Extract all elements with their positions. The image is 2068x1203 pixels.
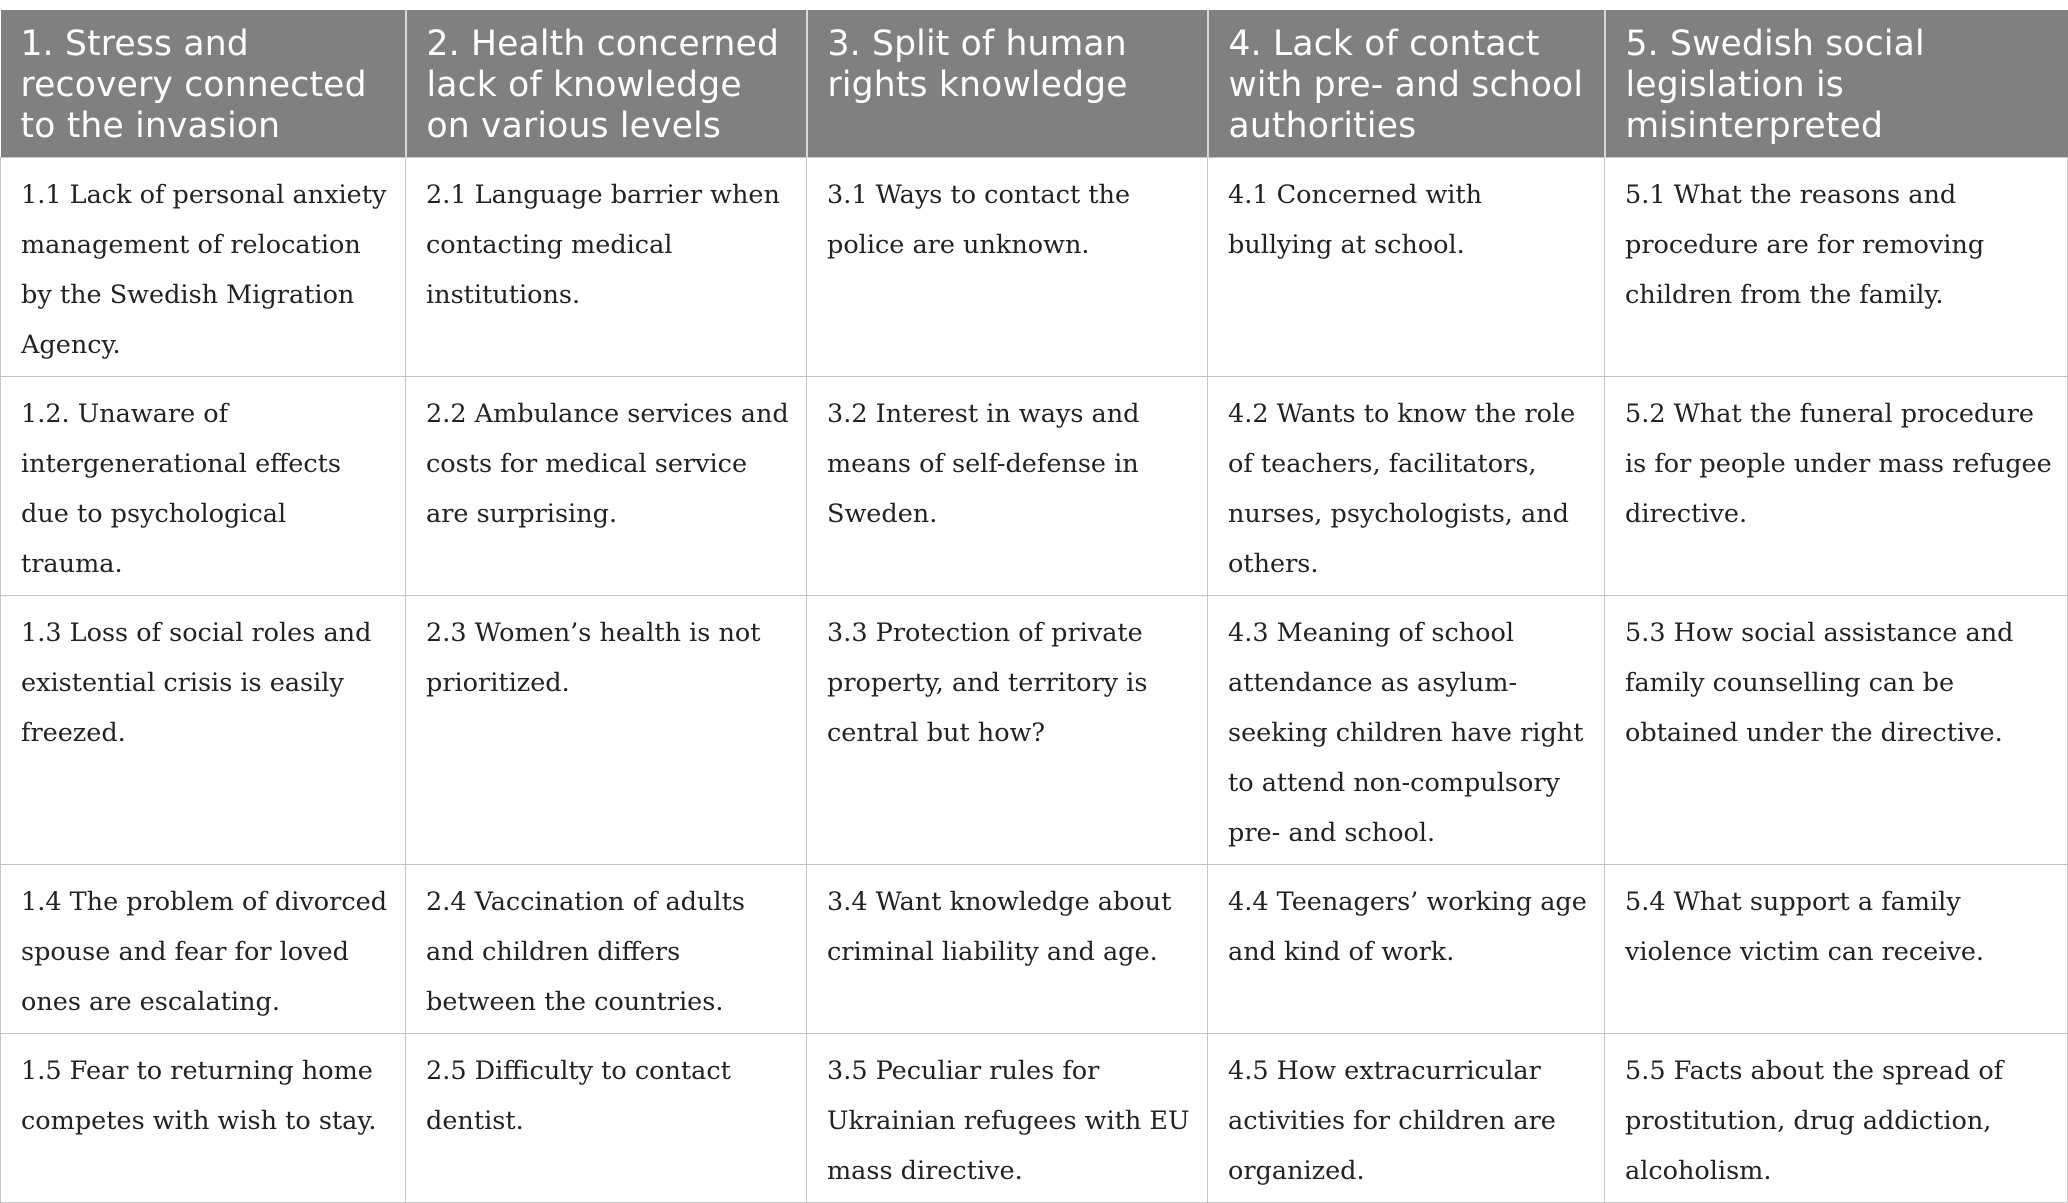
- table-row: [1, 596, 2068, 865]
- table-cell: 3.2 Interest in ways and means of self-defense in Sweden.: [807, 377, 1208, 596]
- table-cell: 2.5 Difficulty to contact dentist.: [406, 1034, 807, 1203]
- table-row: [1, 1034, 2068, 1203]
- table-cell: 4.3 Meaning of school attendance as asylum-seeking children have right to attend non-compulsory pre- and school.: [1208, 596, 1605, 865]
- table-cell: 2.1 Language barrier when contacting medical institutions.: [406, 158, 807, 377]
- table-cell: 4.1 Concerned with bullying at school.: [1208, 158, 1605, 377]
- table-row: [1, 158, 2068, 377]
- table-cell: 1.4 The problem of divorced spouse and fear for loved ones are escalating.: [1, 865, 406, 1034]
- themes-table: [0, 10, 2068, 1203]
- header-theme-2: 2. Health concerned lack of knowledge on various levels: [406, 10, 807, 158]
- table-cell: 5.5 Facts about the spread of prostitution, drug addiction, alcoholism.: [1605, 1034, 2068, 1203]
- header-row: [1, 10, 2068, 158]
- table-cell: 3.3 Protection of private property, and territory is central but how?: [807, 596, 1208, 865]
- table-cell: 4.4 Teenagers’ working age and kind of work.: [1208, 865, 1605, 1034]
- table-row: [1, 377, 2068, 596]
- table-cell: 3.1 Ways to contact the police are unknown.: [807, 158, 1208, 377]
- table-cell: 3.5 Peculiar rules for Ukrainian refugees with EU mass directive.: [807, 1034, 1208, 1203]
- table-cell: 4.5 How extracurricular activities for children are organized.: [1208, 1034, 1605, 1203]
- table-cell: 1.3 Loss of social roles and existential crisis is easily freezed.: [1, 596, 406, 865]
- table-cell: 5.1 What the reasons and procedure are for removing children from the family.: [1605, 158, 2068, 377]
- header-theme-3: 3. Split of human rights knowledge: [807, 10, 1208, 158]
- table-cell: 4.2 Wants to know the role of teachers, facilitators, nurses, psychologists, and others.: [1208, 377, 1605, 596]
- table-cell: 5.4 What support a family violence victim can receive.: [1605, 865, 2068, 1034]
- table-cell: 2.4 Vaccination of adults and children differs between the countries.: [406, 865, 807, 1034]
- table-cell: 2.3 Women’s health is not prioritized.: [406, 596, 807, 865]
- header-theme-5: 5. Swedish social legislation is misinterpreted: [1605, 10, 2068, 158]
- table-cell: 1.5 Fear to returning home competes with wish to stay.: [1, 1034, 406, 1203]
- header-theme-4: 4. Lack of contact with pre- and school authorities: [1208, 10, 1605, 158]
- table-cell: 2.2 Ambulance services and costs for medical service are surprising.: [406, 377, 807, 596]
- table-cell: 1.1 Lack of personal anxiety management of relocation by the Swedish Migration Agency.: [1, 158, 406, 377]
- header-theme-1: 1. Stress and recovery connected to the invasion: [1, 10, 406, 158]
- table-cell: 1.2. Unaware of intergenerational effects due to psychological trauma.: [1, 377, 406, 596]
- table-cell: 5.2 What the funeral procedure is for people under mass refugee directive.: [1605, 377, 2068, 596]
- table-header: [1, 10, 2068, 158]
- table-body: [1, 158, 2068, 1203]
- table-cell: 3.4 Want knowledge about criminal liability and age.: [807, 865, 1208, 1034]
- table-row: [1, 865, 2068, 1034]
- table-cell: 5.3 How social assistance and family counselling can be obtained under the directive.: [1605, 596, 2068, 865]
